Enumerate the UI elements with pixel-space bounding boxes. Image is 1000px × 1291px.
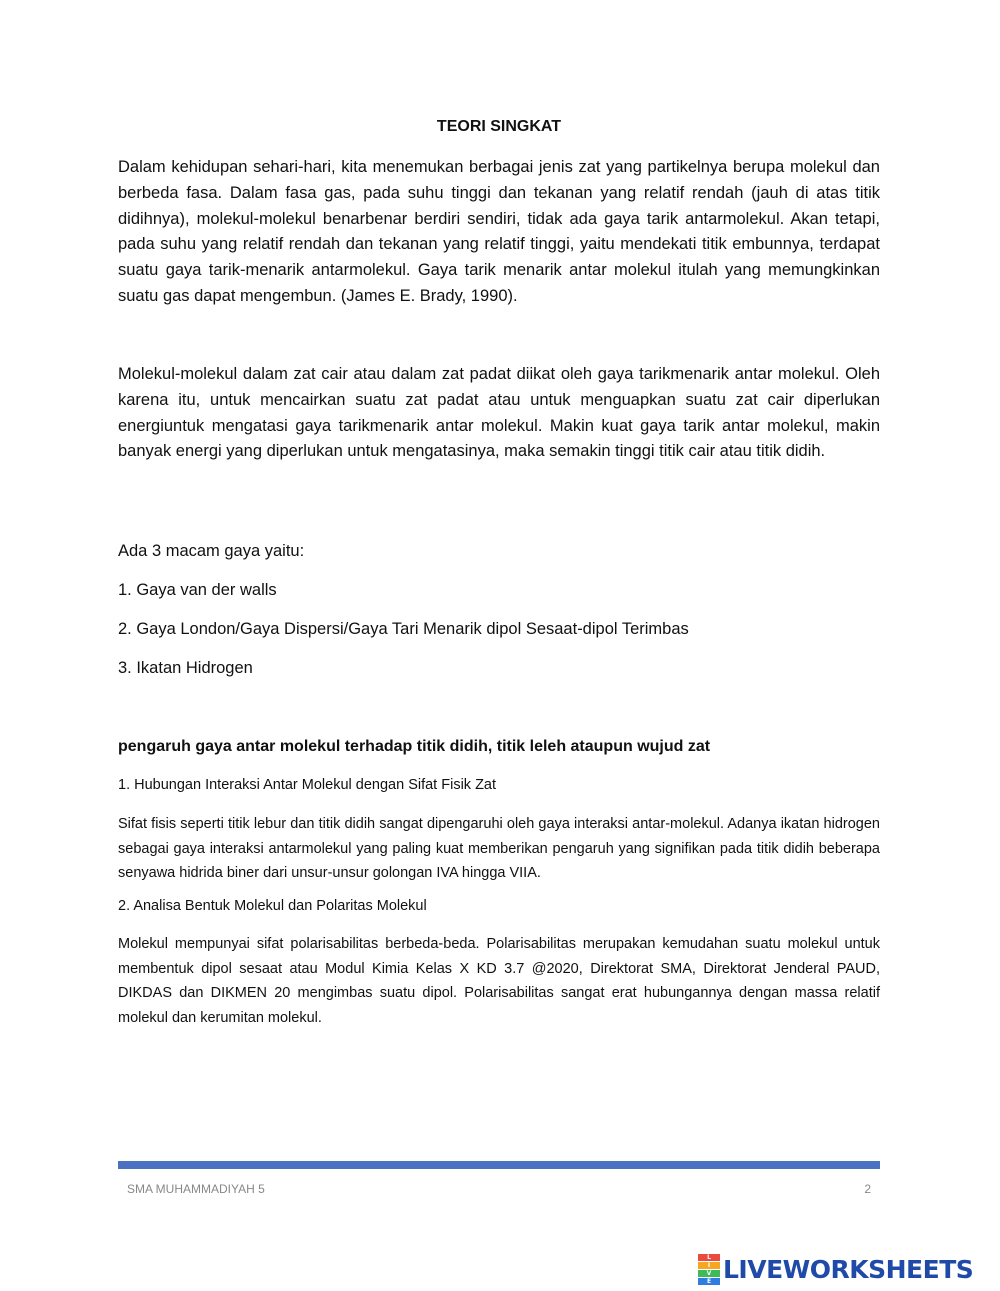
- footer-divider: [118, 1161, 880, 1169]
- logo-block: V: [698, 1270, 720, 1277]
- list-item: 2. Gaya London/Gaya Dispersi/Gaya Tari Menarik dipol Sesaat-dipol Terimbas: [118, 620, 689, 638]
- paragraph-molecular-forces: Molekul-molekul dalam zat cair atau dalam zat padat diikat oleh gaya tarikmenarik antar molekul. Oleh karena itu, untuk mencairkan suatu zat padat atau untuk menguapkan suatu zat cair diperlukan energiuntuk mengatasi gaya tarikmenarik antar molekul. Makin kuat gaya tarik antar molekul, makin banyak energi yang diperlukan untuk mengatasinya, maka semakin tinggi titik cair atau titik didih.: [118, 365, 880, 461]
- page-title: TEORI SINGKAT: [436, 118, 562, 135]
- logo-block: L: [698, 1254, 720, 1261]
- brand-name: LIVEWORKSHEETS: [723, 1254, 974, 1284]
- list-item: 1. Gaya van der walls: [118, 581, 277, 599]
- section-2-heading: 2. Analisa Bentuk Molekul dan Polaritas Molekul: [118, 898, 427, 914]
- logo-blocks-icon: [698, 1254, 720, 1285]
- section-subheading: pengaruh gaya antar molekul terhadap titik didih, titik leleh ataupun wujud zat: [118, 738, 711, 755]
- section-2-text: Molekul mempunyai sifat polarisabilitas berbeda-beda. Polarisabilitas merupakan kemudahan suatu molekul untuk membentuk dipol sesaat atau Modul Kimia Kelas X KD 3.7 @2020, Direktorat SMA, Direktorat Jenderal PAUD, DIKDAS dan DIKMEN 20 mengimbas suatu dipol. Polarisabilitas sangat erat hubungannya dengan massa relatif molekul dan kerumitan molekul.: [118, 936, 880, 1026]
- section-1-text: Sifat fisis seperti titik lebur dan titik didih sangat dipengaruhi oleh gaya interaksi antar-molekul. Adanya ikatan hidrogen sebagai gaya interaksi antarmolekul yang paling kuat memberikan pengaruh yang signifikan pada titik didih beberapa senyawa hidrida biner dari unsur-unsur golongan IVA hingga VIIA.: [118, 816, 880, 881]
- logo-block: E: [698, 1278, 720, 1285]
- footer-school-name: SMA MUHAMMADIYAH 5: [127, 1182, 265, 1196]
- logo-block: I: [698, 1262, 720, 1269]
- list-intro: Ada 3 macam gaya yaitu:: [118, 542, 305, 560]
- footer-page-number: 2: [864, 1182, 871, 1196]
- list-item: 3. Ikatan Hidrogen: [118, 659, 253, 677]
- liveworksheets-logo[interactable]: [698, 1252, 994, 1286]
- section-1-heading: 1. Hubungan Interaksi Antar Molekul dengan Sifat Fisik Zat: [118, 777, 497, 793]
- paragraph-intro: Dalam kehidupan sehari-hari, kita menemukan berbagai jenis zat yang partikelnya berupa molekul dan berbeda fasa. Dalam fasa gas, pada suhu tinggi dan tekanan yang relatif rendah (jauh di atas titik didihnya), molekul-molekul benarbenar berdiri sendiri, tidak ada gaya tarik antarmolekul. Akan tetapi, pada suhu yang relatif rendah dan tekanan yang relatif tinggi, yaitu mendekati titik embunnya, terdapat suatu gaya tarik-menarik antarmolekul. Gaya tarik menarik antar molekul itulah yang memungkinkan suatu gas dapat mengembun. (James E. Brady, 1990).: [118, 158, 880, 305]
